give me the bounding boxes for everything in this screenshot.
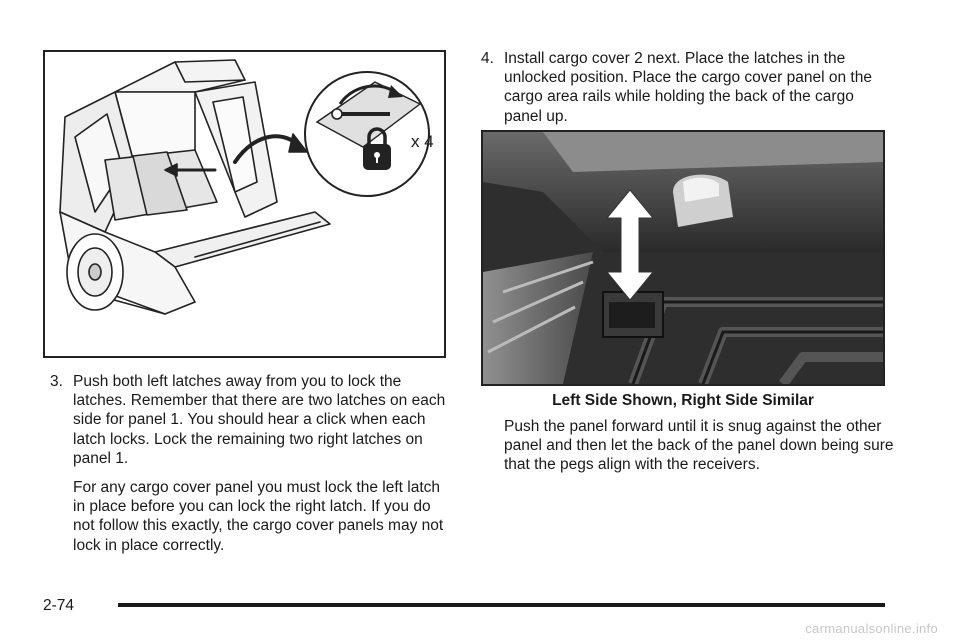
right-text-bottom [504, 417, 894, 475]
step-text: Push both left latches away from you to lock the latches. Remember that there are two latches on each side for panel 1. You should hear a click when each latch locks. Lock the remaining two right latches on panel 1. [73, 373, 446, 467]
page-number: 2-74 [43, 597, 75, 614]
cargo-cover-illustration [43, 50, 446, 358]
left-paragraph: For any cargo cover panel you must lock the left latch in place before you can lock the right latch. If you do not follow this exactly, the cargo cover panels may not lock in place correctly. [73, 479, 444, 554]
truck-bed-drawing [45, 52, 444, 356]
step-number: 4. [481, 50, 494, 67]
footer-rule [118, 603, 885, 607]
cargo-rail-photo [481, 130, 885, 386]
step-number: 3. [50, 373, 63, 390]
step-3 [50, 372, 448, 468]
right-paragraph: Push the panel forward until it is snug against the other panel and then let the back of the panel down being sure that the pegs align with the receivers. [504, 418, 894, 474]
quantity-label: x 4 [411, 132, 434, 151]
left-text-column [50, 372, 448, 555]
photo-caption: Left Side Shown, Right Side Similar [552, 392, 814, 409]
right-text-top [481, 49, 891, 126]
rail-photo-drawing [483, 132, 883, 384]
step-text: Install cargo cover 2 next. Place the latches in the unlocked position. Place the cargo cover panel on the cargo area rails while holding the back of the cargo panel up. [504, 50, 872, 125]
watermark: carmanualsonline.info [805, 621, 938, 636]
step-4 [481, 49, 891, 126]
